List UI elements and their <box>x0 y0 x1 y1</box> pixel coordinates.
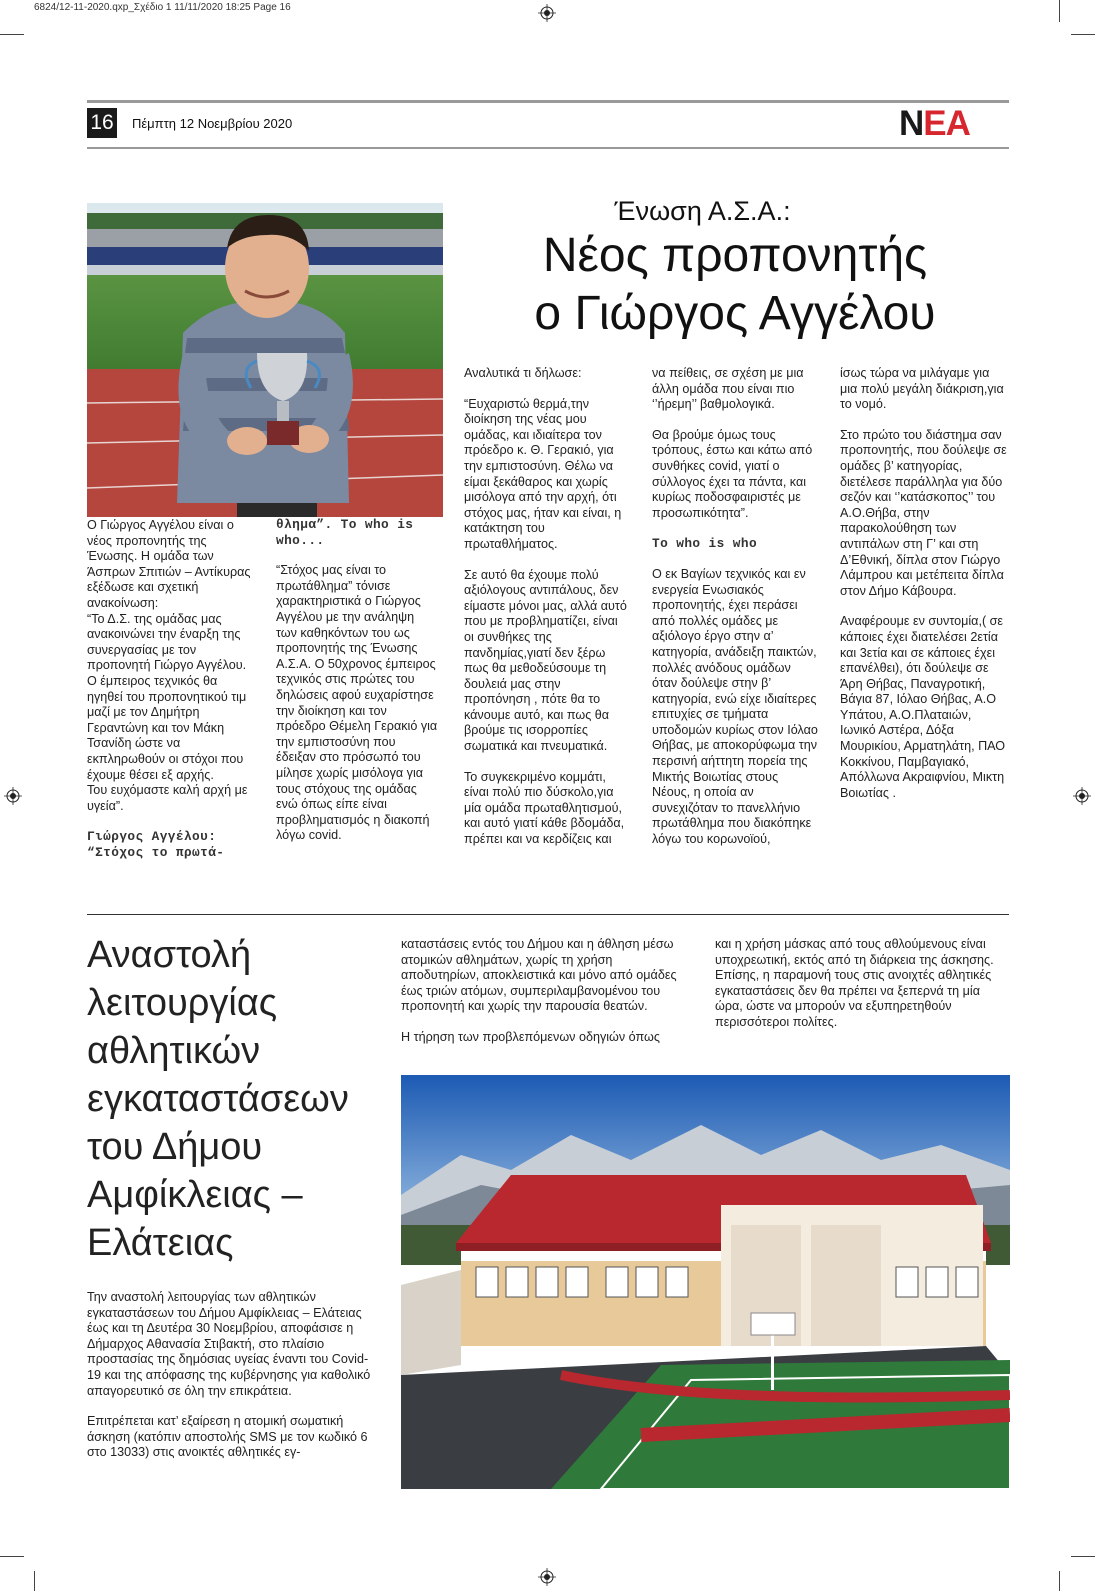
crop-mark <box>1071 1556 1095 1557</box>
crop-mark <box>1071 34 1095 35</box>
paragraph: Την αναστολή λειτουργίας των αθλητικών εγκαταστάσεων του Δήμου Αμφίκλειας – Ελάτειας έως και τη Δευτέρα 30 Νοεμβρίου, αποφάσισε η Δήμαρχος Αθανασία Στιβακτή, στο πλαίσιο προστασίας της δημόσιας υγείας έναντι του Covid-19 και της απόφασης της κυβέρνησης για καθολικό απαγορευτικό σε όλη την επικράτεια. <box>87 1290 371 1398</box>
paragraph: Θα βρούμε όμως τους τρόπους, έστω και κάτω από συνθήκες covid, γιατί ο σύλλογος έχει τα πάντα, και κυρίως ποδοσφαιριστές με προσωπικότητα”. <box>652 427 813 520</box>
paragraph: Σε αυτό θα έχουμε πολύ αξιόλογους αντιπάλους, δεν είμαστε μόνοι μας, αλλά αυτό που με προβληματίζει, είναι οι συνθήκες της πανδημίας,γιατί δεν ξέρω πως θα μεθοδεύσουμε τη δουλειά μας στην προπόνηση , πότε θα το κάνουμε αυτό, και πως θα βρούμε τις ισορροπίες σωματικά και πνευματικά. <box>464 567 627 754</box>
article1-column-4 <box>652 366 818 863</box>
print-slug: 6824/12-11-2020.qxp_Σχέδιο 1 11/11/2020 18:25 Page 16 <box>34 2 291 13</box>
column-subheading: θλημα”. To who is who... <box>276 517 414 548</box>
article2-column-3 <box>715 937 1007 1046</box>
paragraph: Το συγκεκριμένο κομμάτι, είναι πολύ πιο δύσκολο,για μία ομάδα πρωταθλητισμού, και αυτό γιατί κάθε βδομάδα, πρέπει και να κερδίζεις και <box>464 769 625 847</box>
crop-mark <box>1059 1571 1060 1591</box>
article-headline <box>460 227 1010 343</box>
article1-column-5 <box>840 366 1008 816</box>
paragraph: καταστάσεις εντός του Δήμου και η άθληση μέσω ατομικών αθλημάτων, χωρίς τη χρήση αποδυτηρίων, αποκλειστικά και μόνο από ομάδες έως τριών ατόμων, συμπεριλαμβανομένου του προπονητή και χωρίς την παρουσία θεατών. <box>401 937 677 1014</box>
title-line: του Δήμου <box>87 1126 263 1168</box>
issue-date: Πέμπτη 12 Νοεμβρίου 2020 <box>132 116 293 131</box>
title-line: αθλητικών <box>87 1030 261 1072</box>
article1-column-3 <box>464 366 630 863</box>
paragraph: Ο εκ Βαγίων τεχνικός και εν ενεργεία Ενωσιακός προπονητής, έχει περάσει από πολλές ομάδες με αξιόλογο έργο στην α’ κατηγορία, ανάδειξη παικτών, πολλές ανόδους ομάδων όταν δούλεψε στην β’ κατηγορία, ενώ είχε ιδιαίτερες επιτυχίες σε τμήματα υποδομών κυρίως στον Ιόλαο Θήβας, με αποκορύφωμα την περσινή αήττητη πορεία της Μικτής Βοιωτίας στους Νέους, η οποία αν συνεχιζόταν το πανελλήνιο πρωτάθλημα που διακόπηκε λόγω του κορωνοϊού, <box>652 566 818 847</box>
paragraph: Στο πρώτο του διάστημα σαν προπονητής, που δούλεψε σε ομάδες β’ κατηγορίας, διετέλεσε παράλληλα για δύο σεζόν και ‘’κατάσκοπος’’ του Α.Ο.Θήβα, στην παρακολούθηση των αντιπάλων στη Γ’ και στη Δ’Εθνική, δίπλα στον Γιώργο Λάμπρου και μετέπειτα δίπλα στον Δήμο Κάβουρα. <box>840 427 1007 598</box>
paragraph: να πείθεις, σε σχέση με μια άλλη ομάδα που είναι πιο ‘’ήρεμη’’ βαθμολογικά. <box>652 366 804 412</box>
article2-column-2 <box>401 937 686 1061</box>
header-rule-top <box>87 100 1009 103</box>
paragraph: Του ευχόμαστε καλή αρχή με υγεία”. <box>87 783 248 813</box>
title-line: Ελάτειας <box>87 1222 234 1264</box>
paragraph: Ο Γιώργος Αγγέλου είναι ο νέος προπονητής της Ένωσης. Η ομάδα των Άσπρων Σπιτιών – Αντίκυρας εξέδωσε και σχετική ανακοίνωση: <box>87 518 251 610</box>
paragraph: Αναλυτικά τι δήλωσε: <box>464 366 582 380</box>
title-line: Αμφίκλειας – <box>87 1174 303 1216</box>
paragraph: Επιτρέπεται κατ’ εξαίρεση η ατομική σωματική άσκηση (κατόπιν αποστολής SMS με τον κωδικό 6 στο 13033) στις ανοικτές αθλητικές εγ- <box>87 1414 368 1460</box>
registration-mark-icon <box>538 4 556 22</box>
paragraph: και η χρήση μάσκας από τους αθλούμενους είναι υποχρεωτική, εκτός από τη διάρκεια της άσκησης. Επίσης, η παραμονή τους στις ανοιχτές αθλητικές εγκαταστάσεις δεν θα πρέπει να ξεπερνά τη μία ώρα, ώστε να μπορούν να εξυπηρετηθούν περισσότεροι πολίτες. <box>715 937 994 1029</box>
header-rule-bottom <box>87 147 1009 149</box>
registration-mark-icon <box>538 1568 556 1586</box>
article1-column-2 <box>276 517 438 859</box>
paragraph: “Το Δ.Σ. της ομάδας μας ανακοινώνει την έναρξη της συνεργασίας με τον προπονητή Γιώργο Αγγέλου. Ο έμπειρος τεχνικός θα ηγηθεί του προπονητικού τιμ μαζί με τον Δημήτρη Γεραντώνη και τον Μάκη Τσανίδη ώστε να εκπληρωθούν οι στόχοι που έχουμε θέσει εξ αρχής. <box>87 611 247 782</box>
crop-mark <box>1059 0 1060 22</box>
paragraph: Η τήρηση των προβλεπόμενων οδηγιών όπως <box>401 1029 660 1044</box>
crop-mark <box>34 1571 35 1591</box>
logo-n: N <box>899 104 924 143</box>
paragraph: Αναφέρουμε εν συντομία,( σε κάποιες έχει διατελέσει 2ετία και 3ετία και σε κάποιες έχει επανέλθει), ότι δούλεψε σε Άρη Θήβας, Παναγροτική, Βάγια 87, Ιόλαο Θήβας, Α.Ο Υπάτου, Α.Ο.Πλαταιών, Ιωνικό Αστέρα, Δόξα Μουρικίου, Αρματηλάτη, ΠΑΟ Κοκκίνου, Παμβαγιακό, Απόλλωνα Ακραιφνίου, Μικτη Βοιωτίας . <box>840 614 1006 800</box>
newspaper-logo <box>899 106 1003 142</box>
sports-hall-photo <box>401 1075 1010 1489</box>
registration-mark-icon <box>4 787 22 805</box>
article-kicker: Ένωση Α.Σ.Α.: <box>614 196 791 226</box>
crop-mark <box>0 34 24 35</box>
title-line: εγκαταστάσεων <box>87 1078 349 1120</box>
article1-column-1 <box>87 518 253 860</box>
article2-title <box>87 931 377 1267</box>
crop-mark <box>0 1556 24 1557</box>
title-line: λειτουργίας <box>87 982 278 1024</box>
headline-line: ο Γιώργος Αγγέλου <box>534 287 936 340</box>
registration-mark-icon <box>1073 787 1091 805</box>
article2-column-1 <box>87 1290 375 1476</box>
page-number: 16 <box>87 108 117 138</box>
logo-ea: EA <box>923 104 970 143</box>
paragraph: ίσως τώρα να μιλάγαμε για μια πολύ μεγάλη διάκριση,για το νομό. <box>840 366 1004 412</box>
paragraph: “Στόχος μας είναι το πρωτάθλημα” τόνισε χαρακτηριστικά ο Γιώργος Αγγέλου με την ανάληψη των καθηκόντων του ως προπονητής της Ένωσης Α.Σ.Α. Ο 50χρονος έμπειρος τεχνικός στις πρώτες του δηλώσεις αφού ευχαρίστησε την διοίκηση και τον πρόεδρο Θέμελη Γερακιό για την εμπιστοσύνη που έδειξαν στο πρόσωπό του μίλησε χωρίς μισόλογα για τους στόχους της ομάδας ενώ όπως είπε είναι προβληματισμός η διακοπή λόγω covid. <box>276 563 438 843</box>
section-divider <box>87 914 1009 915</box>
column-subheading: To who is who <box>652 536 758 552</box>
paragraph: “Ευχαριστώ θερμά,την διοίκηση της νέας μου ομάδας, και ιδιαίτερα τον πρόεδρο κ. Θ. Γερακιό, για την εμπιστοσύνη. Θέλω να είμαι ξεκάθαρος και χωρίς μισόλογα από την αρχή, ότι στόχος μας, ήταν και είναι, η κατάκτηση του πρωταθλήματος. <box>464 396 622 551</box>
title-line: Αναστολή <box>87 934 252 976</box>
coach-photo <box>87 203 443 517</box>
headline-line: Νέος προπονητής <box>542 229 928 282</box>
column-subheading: Γιώργος Αγγέλου: “Στόχος το πρωτά- <box>87 829 225 860</box>
